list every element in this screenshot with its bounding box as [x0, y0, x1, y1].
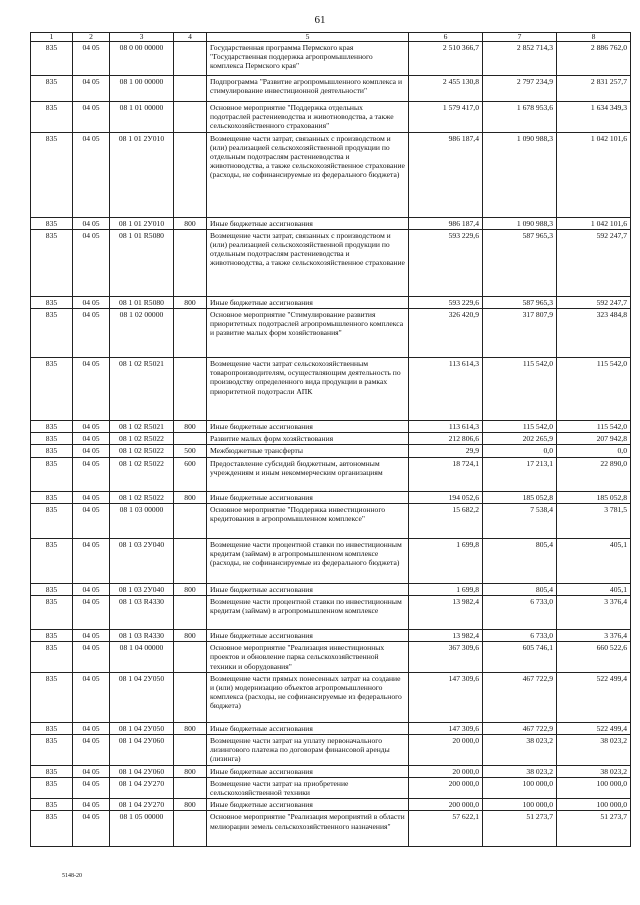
table-row	[31, 811, 631, 847]
amount-year-2-cell: 38 023,2	[483, 765, 557, 777]
amount-year-1-cell: 593 229,6	[409, 229, 483, 296]
amount-year-2-cell: 1 678 953,6	[483, 102, 557, 133]
amount-year-3-cell: 1 042 101,6	[557, 217, 631, 229]
amount-year-1-cell: 194 052,6	[409, 491, 483, 503]
target-article-code-cell: 08 1 04 2У060	[110, 765, 174, 777]
target-article-code-cell: 08 1 04 2У050	[110, 722, 174, 734]
target-article-code-cell: 08 1 02 R5022	[110, 445, 174, 457]
item-description-cell: Основное мероприятие "Поддержка инвестиционного кредитования в агропромышленном комплексе"	[207, 503, 409, 538]
column-number: 3	[110, 33, 174, 42]
target-article-code-cell: 08 1 03 00000	[110, 503, 174, 538]
section-code-cell: 04 05	[73, 229, 110, 296]
ministry-code-cell: 835	[31, 596, 73, 630]
section-code-cell: 04 05	[73, 596, 110, 630]
section-code-cell: 04 05	[73, 491, 110, 503]
table-row	[31, 722, 631, 734]
budget-table	[30, 32, 631, 847]
amount-year-3-cell: 207 942,8	[557, 433, 631, 445]
ministry-code-cell: 835	[31, 491, 73, 503]
amount-year-1-cell: 1 699,8	[409, 583, 483, 595]
expense-type-code-cell: 800	[174, 722, 207, 734]
target-article-code-cell: 08 1 04 2У270	[110, 777, 174, 798]
table-row	[31, 491, 631, 503]
amount-year-1-cell: 2 455 130,8	[409, 76, 483, 102]
target-article-code-cell: 08 1 02 R5022	[110, 457, 174, 491]
amount-year-3-cell: 22 890,0	[557, 457, 631, 491]
ministry-code-cell: 835	[31, 672, 73, 722]
ministry-code-cell: 835	[31, 735, 73, 766]
item-description-cell: Возмещение части затрат на уплату первоначального лизингового платежа по договорам финансовой аренды (лизинга)	[207, 735, 409, 766]
table-row	[31, 583, 631, 595]
expense-type-code-cell	[174, 42, 207, 76]
expense-type-code-cell: 500	[174, 445, 207, 457]
amount-year-3-cell: 2 831 257,7	[557, 76, 631, 102]
ministry-code-cell: 835	[31, 765, 73, 777]
item-description-cell: Основное мероприятие "Стимулирование развития приоритетных подотраслей агропромышленного комплекса и развитие малых форм хозяйствования"	[207, 309, 409, 358]
ministry-code-cell: 835	[31, 630, 73, 642]
amount-year-1-cell: 1 699,8	[409, 538, 483, 583]
ministry-code-cell: 835	[31, 433, 73, 445]
amount-year-3-cell: 592 247,7	[557, 229, 631, 296]
expense-type-code-cell	[174, 538, 207, 583]
amount-year-1-cell: 113 614,3	[409, 358, 483, 421]
item-description-cell: Иные бюджетные ассигнования	[207, 296, 409, 308]
expense-type-code-cell	[174, 777, 207, 798]
table-row	[31, 309, 631, 358]
item-description-cell: Иные бюджетные ассигнования	[207, 583, 409, 595]
amount-year-2-cell: 38 023,2	[483, 735, 557, 766]
section-code-cell: 04 05	[73, 811, 110, 847]
target-article-code-cell: 08 1 05 00000	[110, 811, 174, 847]
amount-year-2-cell: 805,4	[483, 583, 557, 595]
item-description-cell: Иные бюджетные ассигнования	[207, 217, 409, 229]
expense-type-code-cell: 800	[174, 421, 207, 433]
amount-year-3-cell: 38 023,2	[557, 765, 631, 777]
amount-year-1-cell: 1 579 417,0	[409, 102, 483, 133]
item-description-cell: Возмещение части затрат на приобретение сельскохозяйственной техники	[207, 777, 409, 798]
ministry-code-cell: 835	[31, 503, 73, 538]
expense-type-code-cell	[174, 102, 207, 133]
table-row	[31, 358, 631, 421]
amount-year-2-cell: 587 965,3	[483, 296, 557, 308]
item-description-cell: Иные бюджетные ассигнования	[207, 421, 409, 433]
expense-type-code-cell	[174, 132, 207, 217]
section-code-cell: 04 05	[73, 217, 110, 229]
table-row	[31, 433, 631, 445]
ministry-code-cell: 835	[31, 538, 73, 583]
amount-year-3-cell: 51 273,7	[557, 811, 631, 847]
expense-type-code-cell	[174, 503, 207, 538]
amount-year-1-cell: 20 000,0	[409, 765, 483, 777]
amount-year-1-cell: 200 000,0	[409, 799, 483, 811]
amount-year-1-cell: 986 187,4	[409, 217, 483, 229]
ministry-code-cell: 835	[31, 445, 73, 457]
amount-year-2-cell: 6 733,0	[483, 596, 557, 630]
amount-year-1-cell: 20 000,0	[409, 735, 483, 766]
section-code-cell: 04 05	[73, 765, 110, 777]
expense-type-code-cell	[174, 811, 207, 847]
table-row	[31, 296, 631, 308]
expense-type-code-cell: 800	[174, 296, 207, 308]
ministry-code-cell: 835	[31, 309, 73, 358]
amount-year-3-cell: 115 542,0	[557, 358, 631, 421]
amount-year-2-cell: 467 722,9	[483, 722, 557, 734]
table-row	[31, 76, 631, 102]
ministry-code-cell: 835	[31, 296, 73, 308]
target-article-code-cell: 08 1 02 R5021	[110, 358, 174, 421]
section-code-cell: 04 05	[73, 735, 110, 766]
table-row	[31, 672, 631, 722]
section-code-cell: 04 05	[73, 799, 110, 811]
amount-year-3-cell: 660 522,6	[557, 642, 631, 673]
target-article-code-cell: 08 1 02 R5022	[110, 491, 174, 503]
amount-year-1-cell: 13 982,4	[409, 596, 483, 630]
amount-year-2-cell: 185 052,8	[483, 491, 557, 503]
expense-type-code-cell: 800	[174, 799, 207, 811]
amount-year-3-cell: 2 886 762,0	[557, 42, 631, 76]
amount-year-1-cell: 2 510 366,7	[409, 42, 483, 76]
amount-year-2-cell: 51 273,7	[483, 811, 557, 847]
amount-year-1-cell: 147 309,6	[409, 672, 483, 722]
table-row	[31, 132, 631, 217]
amount-year-3-cell: 1 634 349,3	[557, 102, 631, 133]
ministry-code-cell: 835	[31, 457, 73, 491]
target-article-code-cell: 08 1 03 R4330	[110, 596, 174, 630]
amount-year-2-cell: 605 746,1	[483, 642, 557, 673]
table-row	[31, 102, 631, 133]
page-number: 61	[314, 14, 326, 26]
item-description-cell: Иные бюджетные ассигнования	[207, 765, 409, 777]
table-row	[31, 421, 631, 433]
amount-year-2-cell: 2 852 714,3	[483, 42, 557, 76]
amount-year-1-cell: 13 982,4	[409, 630, 483, 642]
item-description-cell: Возмещение части затрат, связанных с производством и (или) реализацией сельскохозяйственной продукции по отдельным подотраслям растениеводства и животноводства, а также сельскохозяйственное страхование (расходы, не софинансируемые из федерального бюджета)	[207, 132, 409, 217]
amount-year-3-cell: 522 499,4	[557, 672, 631, 722]
section-code-cell: 04 05	[73, 672, 110, 722]
table-row	[31, 503, 631, 538]
target-article-code-cell: 08 1 04 2У050	[110, 672, 174, 722]
amount-year-3-cell: 0,0	[557, 445, 631, 457]
column-number: 5	[207, 33, 409, 42]
expense-type-code-cell	[174, 672, 207, 722]
item-description-cell: Основное мероприятие "Реализация мероприятий в области мелиорации земель сельскохозяйственного назначения"	[207, 811, 409, 847]
section-code-cell: 04 05	[73, 538, 110, 583]
amount-year-1-cell: 147 309,6	[409, 722, 483, 734]
amount-year-1-cell: 593 229,6	[409, 296, 483, 308]
expense-type-code-cell	[174, 596, 207, 630]
item-description-cell: Иные бюджетные ассигнования	[207, 491, 409, 503]
item-description-cell: Основное мероприятие "Реализация инвестиционных проектов и обновление парка сельскохозяйственной техники и оборудования"	[207, 642, 409, 673]
table-row	[31, 799, 631, 811]
amount-year-3-cell: 592 247,7	[557, 296, 631, 308]
amount-year-2-cell: 17 213,1	[483, 457, 557, 491]
section-code-cell: 04 05	[73, 433, 110, 445]
target-article-code-cell: 08 1 03 R4330	[110, 630, 174, 642]
table-row	[31, 596, 631, 630]
section-code-cell: 04 05	[73, 42, 110, 76]
item-description-cell: Возмещение части процентной ставки по инвестиционным кредитам (займам) в агропромышленном комплексе (расходы, не софинансируемые из федерального бюджета)	[207, 538, 409, 583]
ministry-code-cell: 835	[31, 421, 73, 433]
item-description-cell: Основное мероприятие "Поддержка отдельных подотраслей растениеводства и животноводства, а также сельскохозяйственного страхования"	[207, 102, 409, 133]
amount-year-2-cell: 115 542,0	[483, 358, 557, 421]
expense-type-code-cell	[174, 735, 207, 766]
amount-year-3-cell: 3 376,4	[557, 596, 631, 630]
ministry-code-cell: 835	[31, 777, 73, 798]
section-code-cell: 04 05	[73, 358, 110, 421]
column-number: 6	[409, 33, 483, 42]
amount-year-1-cell: 29,9	[409, 445, 483, 457]
expense-type-code-cell: 800	[174, 217, 207, 229]
amount-year-1-cell: 367 309,6	[409, 642, 483, 673]
table-row	[31, 642, 631, 673]
section-code-cell: 04 05	[73, 630, 110, 642]
table-row	[31, 457, 631, 491]
amount-year-3-cell: 522 499,4	[557, 722, 631, 734]
section-code-cell: 04 05	[73, 445, 110, 457]
target-article-code-cell: 08 1 03 2У040	[110, 583, 174, 595]
amount-year-2-cell: 467 722,9	[483, 672, 557, 722]
ministry-code-cell: 835	[31, 811, 73, 847]
amount-year-3-cell: 323 484,8	[557, 309, 631, 358]
amount-year-2-cell: 7 538,4	[483, 503, 557, 538]
amount-year-3-cell: 3 781,5	[557, 503, 631, 538]
amount-year-3-cell: 1 042 101,6	[557, 132, 631, 217]
table-body	[31, 33, 631, 847]
item-description-cell: Иные бюджетные ассигнования	[207, 630, 409, 642]
amount-year-1-cell: 212 806,6	[409, 433, 483, 445]
expense-type-code-cell: 800	[174, 630, 207, 642]
expense-type-code-cell	[174, 229, 207, 296]
target-article-code-cell: 08 1 01 2У010	[110, 132, 174, 217]
section-code-cell: 04 05	[73, 642, 110, 673]
table-row	[31, 229, 631, 296]
target-article-code-cell: 08 1 04 00000	[110, 642, 174, 673]
amount-year-3-cell: 3 376,4	[557, 630, 631, 642]
expense-type-code-cell	[174, 358, 207, 421]
expense-type-code-cell: 800	[174, 765, 207, 777]
amount-year-2-cell: 0,0	[483, 445, 557, 457]
section-code-cell: 04 05	[73, 76, 110, 102]
section-code-cell: 04 05	[73, 457, 110, 491]
section-code-cell: 04 05	[73, 503, 110, 538]
ministry-code-cell: 835	[31, 642, 73, 673]
amount-year-2-cell: 100 000,0	[483, 799, 557, 811]
section-code-cell: 04 05	[73, 722, 110, 734]
table-row	[31, 765, 631, 777]
table-row	[31, 445, 631, 457]
ministry-code-cell: 835	[31, 76, 73, 102]
amount-year-1-cell: 15 682,2	[409, 503, 483, 538]
amount-year-2-cell: 100 000,0	[483, 777, 557, 798]
table-row	[31, 42, 631, 76]
target-article-code-cell: 08 1 01 2У010	[110, 217, 174, 229]
target-article-code-cell: 08 1 02 00000	[110, 309, 174, 358]
target-article-code-cell: 08 0 00 00000	[110, 42, 174, 76]
amount-year-2-cell: 587 965,3	[483, 229, 557, 296]
ministry-code-cell: 835	[31, 722, 73, 734]
amount-year-3-cell: 115 542,0	[557, 421, 631, 433]
target-article-code-cell: 08 1 03 2У040	[110, 538, 174, 583]
section-code-cell: 04 05	[73, 309, 110, 358]
table-row	[31, 630, 631, 642]
amount-year-3-cell: 405,1	[557, 538, 631, 583]
target-article-code-cell: 08 1 04 2У060	[110, 735, 174, 766]
section-code-cell: 04 05	[73, 132, 110, 217]
amount-year-2-cell: 1 090 988,3	[483, 217, 557, 229]
expense-type-code-cell	[174, 433, 207, 445]
item-description-cell: Иные бюджетные ассигнования	[207, 722, 409, 734]
column-number: 1	[31, 33, 73, 42]
amount-year-2-cell: 202 265,9	[483, 433, 557, 445]
amount-year-1-cell: 18 724,1	[409, 457, 483, 491]
amount-year-1-cell: 57 622,1	[409, 811, 483, 847]
amount-year-2-cell: 6 733,0	[483, 630, 557, 642]
expense-type-code-cell: 800	[174, 583, 207, 595]
amount-year-1-cell: 326 420,9	[409, 309, 483, 358]
target-article-code-cell: 08 1 02 R5021	[110, 421, 174, 433]
ministry-code-cell: 835	[31, 229, 73, 296]
target-article-code-cell: 08 1 02 R5022	[110, 433, 174, 445]
amount-year-2-cell: 2 797 234,9	[483, 76, 557, 102]
amount-year-3-cell: 405,1	[557, 583, 631, 595]
amount-year-3-cell: 38 023,2	[557, 735, 631, 766]
ministry-code-cell: 835	[31, 132, 73, 217]
ministry-code-cell: 835	[31, 799, 73, 811]
item-description-cell: Государственная программа Пермского края "Государственная поддержка агропромышленного комплекса Пермского края"	[207, 42, 409, 76]
column-number: 8	[557, 33, 631, 42]
amount-year-1-cell: 200 000,0	[409, 777, 483, 798]
section-code-cell: 04 05	[73, 102, 110, 133]
ministry-code-cell: 835	[31, 358, 73, 421]
expense-type-code-cell	[174, 642, 207, 673]
amount-year-1-cell: 113 614,3	[409, 421, 483, 433]
section-code-cell: 04 05	[73, 777, 110, 798]
expense-type-code-cell	[174, 309, 207, 358]
table-row	[31, 217, 631, 229]
table-row	[31, 538, 631, 583]
column-number: 2	[73, 33, 110, 42]
ministry-code-cell: 835	[31, 217, 73, 229]
target-article-code-cell: 08 1 01 00000	[110, 102, 174, 133]
item-description-cell: Возмещение части затрат сельскохозяйственным товаропроизводителям, осуществляющим деятельность по производству определенного вида продукции в рамках приоритетной подотрасли АПК	[207, 358, 409, 421]
target-article-code-cell: 08 1 00 00000	[110, 76, 174, 102]
amount-year-2-cell: 317 807,9	[483, 309, 557, 358]
ministry-code-cell: 835	[31, 42, 73, 76]
footer-code: 5148-20	[62, 873, 82, 879]
ministry-code-cell: 835	[31, 102, 73, 133]
item-description-cell: Подпрограмма "Развитие агропромышленного комплекса и стимулирование инвестиционной деятельности"	[207, 76, 409, 102]
table-row	[31, 777, 631, 798]
section-code-cell: 04 05	[73, 421, 110, 433]
ministry-code-cell: 835	[31, 583, 73, 595]
target-article-code-cell: 08 1 01 R5080	[110, 229, 174, 296]
expense-type-code-cell	[174, 76, 207, 102]
amount-year-2-cell: 1 090 988,3	[483, 132, 557, 217]
target-article-code-cell: 08 1 01 R5080	[110, 296, 174, 308]
table-row	[31, 735, 631, 766]
section-code-cell: 04 05	[73, 296, 110, 308]
column-number: 4	[174, 33, 207, 42]
expense-type-code-cell: 600	[174, 457, 207, 491]
section-code-cell: 04 05	[73, 583, 110, 595]
expense-type-code-cell: 800	[174, 491, 207, 503]
item-description-cell: Предоставление субсидий бюджетным, автономным учреждениям и иным некоммерческим организациям	[207, 457, 409, 491]
amount-year-2-cell: 805,4	[483, 538, 557, 583]
column-number: 7	[483, 33, 557, 42]
item-description-cell: Развитие малых форм хозяйствования	[207, 433, 409, 445]
amount-year-3-cell: 100 000,0	[557, 777, 631, 798]
amount-year-1-cell: 986 187,4	[409, 132, 483, 217]
amount-year-2-cell: 115 542,0	[483, 421, 557, 433]
header-row	[31, 33, 631, 42]
amount-year-3-cell: 100 000,0	[557, 799, 631, 811]
item-description-cell: Иные бюджетные ассигнования	[207, 799, 409, 811]
target-article-code-cell: 08 1 04 2У270	[110, 799, 174, 811]
item-description-cell: Возмещение части процентной ставки по инвестиционным кредитам (займам) в агропромышленном комплексе	[207, 596, 409, 630]
amount-year-3-cell: 185 052,8	[557, 491, 631, 503]
item-description-cell: Возмещение части прямых понесенных затрат на создание и (или) модернизацию объектов агропромышленного комплекса (расходы, не софинансируемые из федерального бюджета)	[207, 672, 409, 722]
item-description-cell: Межбюджетные трансферты	[207, 445, 409, 457]
item-description-cell: Возмещение части затрат, связанных с производством и (или) реализацией сельскохозяйственной продукции по отдельным подотраслям растениеводства и животноводства, а также сельскохозяйственное страхование	[207, 229, 409, 296]
